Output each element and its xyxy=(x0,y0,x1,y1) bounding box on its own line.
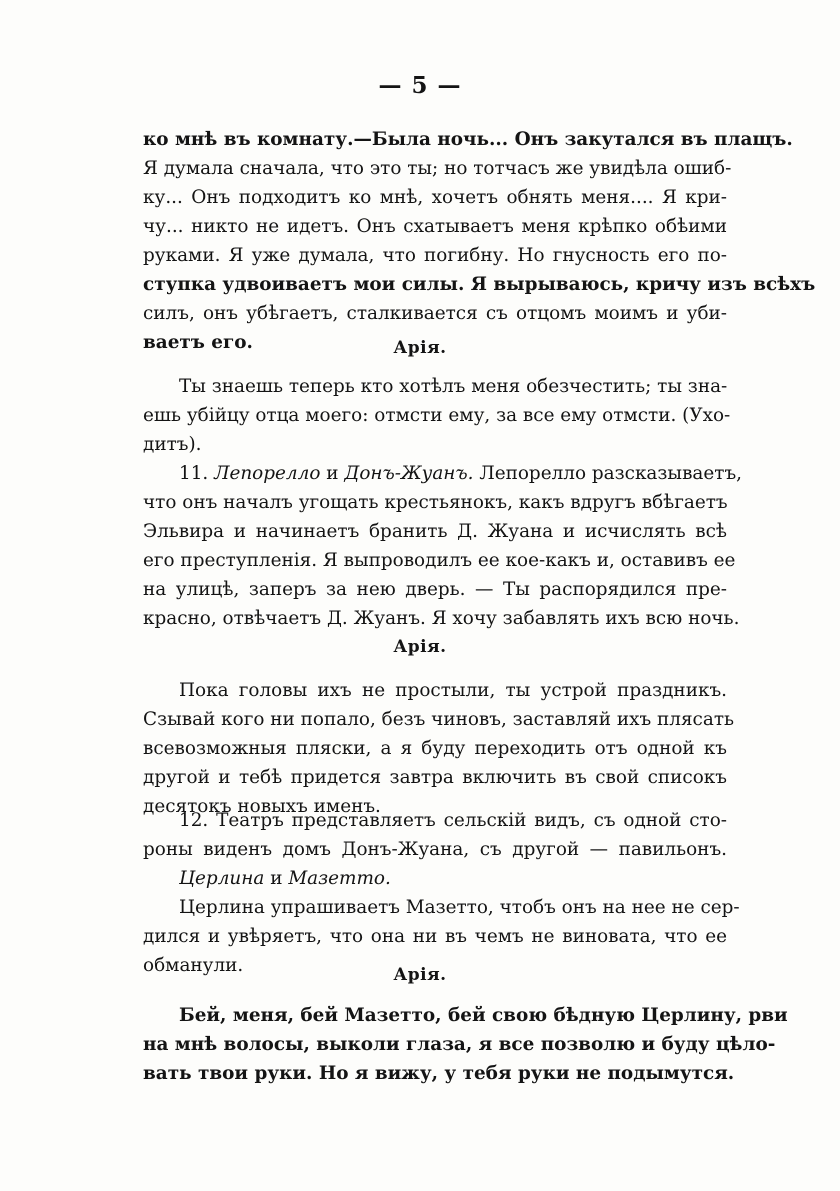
text-line: на улицѣ, заперъ за нею дверь. — Ты распорядился пре- xyxy=(143,579,727,600)
characters-line xyxy=(143,864,727,893)
text-line: Я думала сначала, что это ты; но тотчасъ же увидѣла ошиб- xyxy=(143,158,732,179)
text-line: дился и увѣряетъ, что она ни въ чемъ не виновата, что ее xyxy=(143,926,727,947)
text-line: ку... Онъ подходитъ ко мнѣ, хочетъ обнять меня.... Я кри- xyxy=(143,187,727,208)
text-line: ешь убійцу отца моего: отмсти ему, за все ему отмсти. (Ухо- xyxy=(143,405,731,426)
text-fragment: Лепорелло разсказываетъ, xyxy=(479,463,742,484)
text-line: Сзывай кого ни попало, безъ чиновъ, заставляй ихъ плясать xyxy=(143,709,735,730)
text-line: красно, отвѣчаетъ Д. Жуанъ. Я хочу забавлять ихъ всю ночь. xyxy=(143,608,740,629)
paragraph-aria-3 xyxy=(143,1001,788,1088)
text-line: силъ, онъ убѣгаетъ, сталкивается съ отцомъ моимъ и уби- xyxy=(143,303,727,324)
conjunction: и xyxy=(326,463,339,484)
aria-heading: Арія. xyxy=(393,338,447,358)
page-number: — 5 — xyxy=(378,72,462,99)
text-line: Бей, меня, бей Мазетто, бей свою бѣдную Церлину, рви xyxy=(179,1005,788,1026)
text-line: Ты знаешь теперь кто хотѣлъ меня обезчестить; ты зна- xyxy=(179,376,728,397)
text-line: ваетъ его. xyxy=(143,332,253,353)
text-line: что онъ началъ угощать крестьянокъ, какъ вдругъ вбѣгаетъ xyxy=(143,492,728,513)
aria-heading: Арія. xyxy=(393,965,447,985)
paragraph-elvira-story xyxy=(143,125,816,357)
text-line: десятокъ новыхъ именъ. xyxy=(143,796,381,817)
text-line: 12. Театръ представляетъ сельскій видъ, съ одной сто- xyxy=(179,810,727,831)
text-line: ко мнѣ въ комнату.—Была ночь... Онъ закутался въ плащъ. xyxy=(143,129,793,150)
character-name: Мазетто. xyxy=(288,868,391,889)
text-line: ступка удвоиваетъ мои силы. Я вырываюсь, кричу изъ всѣхъ xyxy=(143,274,816,295)
text-line: руками. Я уже думала, что погибну. Но гнусность его по- xyxy=(143,245,727,266)
character-name: Донъ-Жуанъ. xyxy=(344,463,474,484)
text-line: Эльвира и начинаетъ бранить Д. Жуана и исчислять всѣ xyxy=(143,521,727,542)
text-line: чу... никто не идетъ. Онъ схатываетъ меня крѣпко обѣими xyxy=(143,216,727,237)
text-line: на мнѣ волосы, выколи глаза, я все позволю и буду цѣло- xyxy=(143,1034,776,1055)
text-line: его преступленія. Я выпроводилъ ее кое-какъ и, оставивъ ее xyxy=(143,550,736,571)
text-line: дитъ). xyxy=(143,434,202,455)
character-name: Церлина xyxy=(179,868,265,889)
paragraph-aria-2 xyxy=(143,676,735,821)
character-name: Лепорелло xyxy=(214,463,321,484)
text-line: другой и тебѣ придется завтра включить въ свой списокъ xyxy=(143,767,727,788)
text-line: Пока головы ихъ не простыли, ты устрой праздникъ. xyxy=(179,680,727,701)
aria-heading: Арія. xyxy=(393,637,447,657)
section-number: 11. xyxy=(179,463,209,484)
section-11-first-line xyxy=(143,459,742,488)
paragraph-aria-1 xyxy=(143,372,731,459)
text-line: обманули. xyxy=(143,955,244,976)
text-line: роны виденъ домъ Донъ-Жуана, съ другой — павильонъ. xyxy=(143,839,727,860)
text-line: Церлина упрашиваетъ Мазетто, чтобъ онъ на нее не сер- xyxy=(179,897,740,918)
text-line: всевозможныя пляски, а я буду переходить отъ одной къ xyxy=(143,738,727,759)
conjunction: и xyxy=(270,868,283,889)
paragraph-section-11 xyxy=(143,459,742,633)
paragraph-section-12 xyxy=(143,806,727,893)
text-line: вать твои руки. Но я вижу, у тебя руки не подымутся. xyxy=(143,1063,735,1084)
